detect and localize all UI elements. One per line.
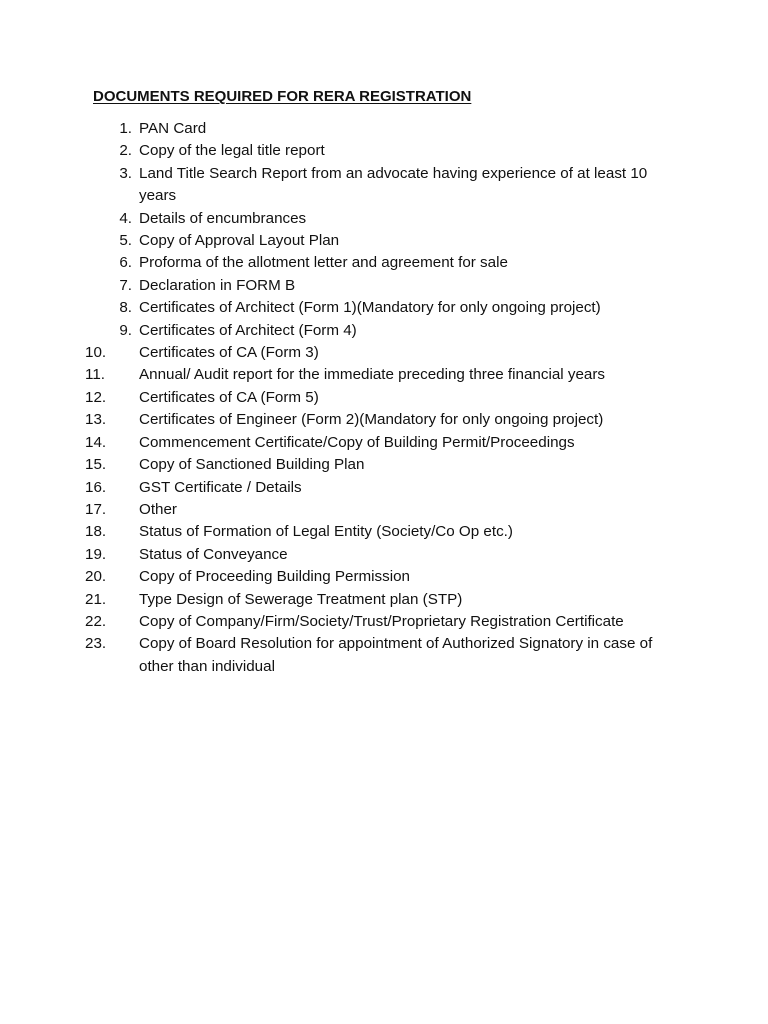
list-item-number: 17.	[85, 500, 107, 518]
list-item-number: 4.	[119, 209, 132, 227]
list-item-number: 23.	[85, 635, 107, 653]
list-item-number: 6.	[119, 254, 132, 272]
list-item-number: 14.	[85, 433, 107, 451]
list-item-number: 13.	[85, 411, 107, 429]
list-item-text: Copy of Board Resolution for appointment of Authorized Signatory in case of other than individual	[139, 635, 653, 675]
list-item	[85, 409, 680, 431]
list-item-number: 22.	[85, 612, 107, 630]
list-item-text: Annual/ Audit report for the immediate preceding three financial years	[139, 366, 606, 384]
list-item-text: Type Design of Sewerage Treatment plan (STP)	[139, 590, 463, 608]
list-item-text: Copy of Company/Firm/Society/Trust/Proprietary Registration Certificate	[139, 612, 624, 630]
list-item-text: PAN Card	[139, 120, 207, 137]
list-item-number: 18.	[85, 523, 107, 541]
document-title: DOCUMENTS REQUIRED FOR RERA REGISTRATION	[93, 88, 472, 105]
list-item-number: 12.	[85, 388, 107, 406]
list-item-text: Commencement Certificate/Copy of Building Permit/Proceedings	[139, 433, 575, 451]
list-item	[85, 432, 680, 454]
list-item-number: 16.	[85, 478, 107, 496]
list-item-text: Copy of Sanctioned Building Plan	[139, 456, 365, 474]
list-item	[85, 589, 680, 611]
list-item-text: Certificates of Architect (Form 1)(Mandatory for only ongoing project)	[139, 299, 601, 317]
list-item-text: Certificates of Engineer (Form 2)(Mandatory for only ongoing project)	[139, 411, 604, 429]
list-item-text: Declaration in FORM B	[139, 276, 296, 294]
list-item-text: Copy of the legal title report	[139, 142, 325, 160]
list-item-number: 7.	[119, 276, 132, 294]
list-item-text: Certificates of CA (Form 3)	[139, 344, 319, 362]
list-item-number: 10.	[85, 344, 107, 362]
list-item-number: 1.	[119, 120, 132, 137]
list-item-text: GST Certificate / Details	[139, 478, 302, 496]
list-item	[100, 320, 680, 342]
list-item-text: Status of Conveyance	[139, 545, 288, 563]
list-item-number: 9.	[119, 321, 132, 339]
list-item	[100, 252, 680, 274]
list-item-number: 3.	[119, 164, 132, 182]
documents-list	[85, 118, 680, 678]
list-item-number: 21.	[85, 590, 107, 608]
list-item	[85, 387, 680, 409]
list-item-number: 8.	[119, 299, 132, 317]
list-item	[100, 163, 680, 208]
list-item-number: 5.	[119, 232, 132, 250]
list-item-number: 15.	[85, 456, 107, 474]
list-item	[85, 364, 680, 386]
list-item	[100, 208, 680, 230]
list-item	[100, 118, 680, 140]
list-item-text: Proforma of the allotment letter and agreement for sale	[139, 254, 508, 272]
list-item	[100, 297, 680, 319]
list-item	[85, 566, 680, 588]
list-item	[100, 140, 680, 162]
list-item	[85, 342, 680, 364]
list-item	[85, 454, 680, 476]
list-item	[100, 230, 680, 252]
list-item-text: Copy of Proceeding Building Permission	[139, 568, 410, 586]
list-item-number: 20.	[85, 568, 107, 586]
list-item-text: Land Title Search Report from an advocate having experience of at least 10 years	[139, 164, 648, 205]
list-item-text: Status of Formation of Legal Entity (Society/Co Op etc.)	[139, 523, 513, 541]
list-item-text: Copy of Approval Layout Plan	[139, 232, 340, 250]
list-item-text: Certificates of CA (Form 5)	[139, 388, 319, 406]
list-item	[85, 633, 680, 678]
list-item-number: 19.	[85, 545, 107, 563]
list-item-text: Certificates of Architect (Form 4)	[139, 321, 357, 339]
list-item	[85, 499, 680, 521]
list-item	[100, 275, 680, 297]
list-item-text: Details of encumbrances	[139, 209, 307, 227]
list-item	[85, 521, 680, 543]
list-item	[85, 544, 680, 566]
list-item-number: 2.	[119, 142, 132, 160]
list-item	[85, 477, 680, 499]
list-item-text: Other	[139, 500, 177, 518]
list-item	[85, 611, 680, 633]
list-item-number: 11.	[85, 366, 105, 384]
